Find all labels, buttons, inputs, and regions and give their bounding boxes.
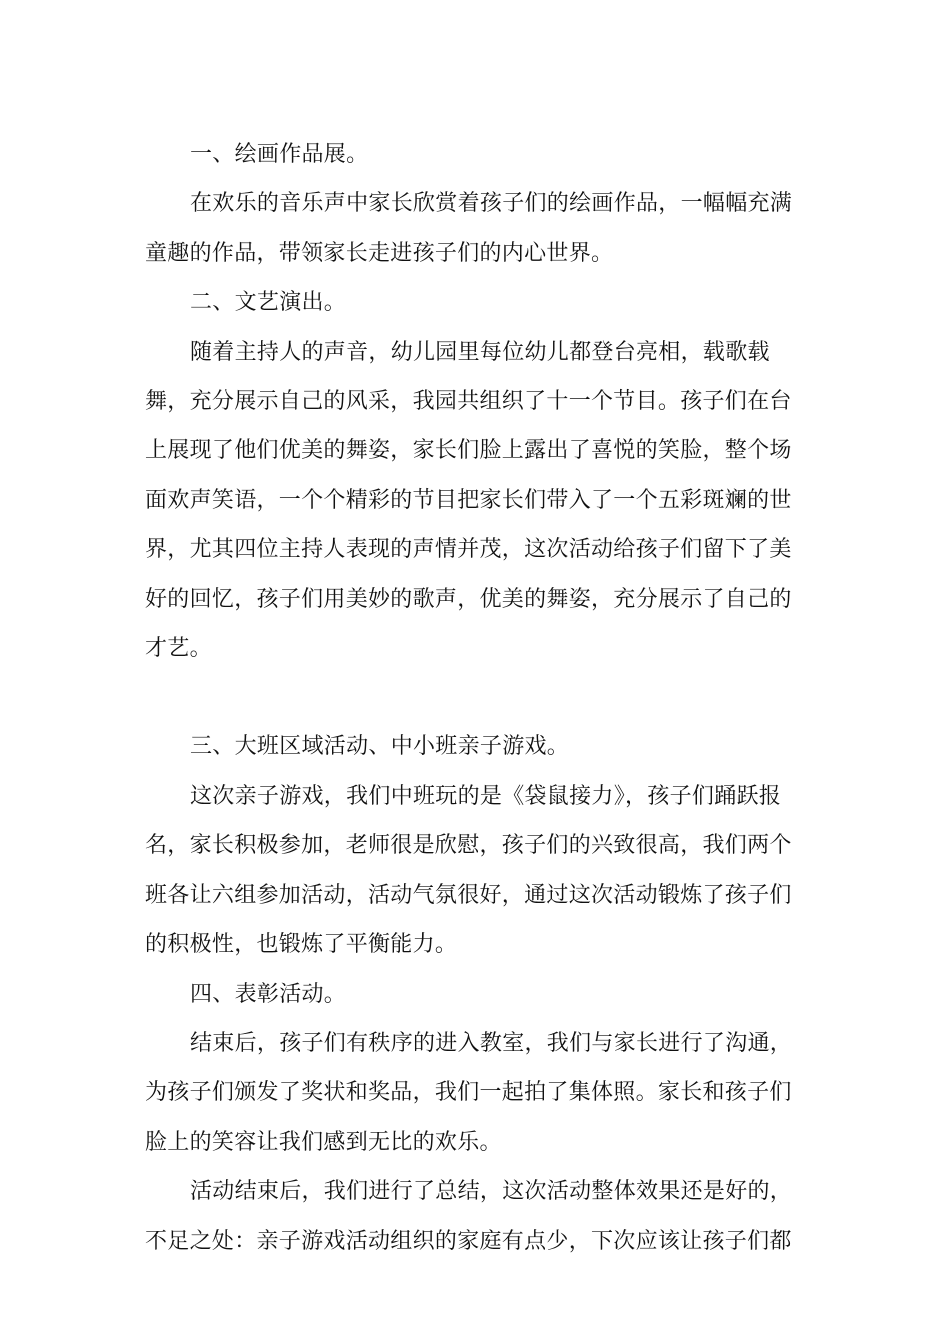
blank-line-spacer (145, 673, 810, 722)
section-paragraph-3-1: 这次亲子游戏，我们中班玩的是《袋鼠接力》，孩子们踊跃报名，家长积极参加，老师很是欣慰，孩子们的兴致很高，我们两个班各让六组参加活动，活动气氛很好，通过这次活动锻炼了孩子们的积极性，也锻炼了平衡能力。 (145, 783, 792, 958)
section-heading-2: 二、文艺演出。 (190, 290, 347, 316)
section-heading-3: 三、大班区域活动、中小班亲子游戏。 (190, 734, 570, 760)
section-paragraph-1-1: 在欢乐的音乐声中家长欣赏着孩子们的绘画作品，一幅幅充满童趣的作品，带领家长走进孩子们的内心世界。 (145, 191, 793, 266)
section-paragraph-4-2: 活动结束后，我们进行了总结，这次活动整体效果还是好的，不足之处：亲子游戏活动组织的家庭有点少，下次应该让孩子们都 (145, 1179, 793, 1254)
section-paragraph-4-1: 结束后，孩子们有秩序的进入教室，我们与家长进行了沟通，为孩子们颁发了奖状和奖品，我们一起拍了集体照。家长和孩子们脸上的笑容让我们感到无比的欢乐。 (145, 1030, 793, 1155)
document-body (145, 130, 810, 1266)
section-heading-4: 四、表彰活动。 (190, 981, 347, 1007)
section-heading-1: 一、绘画作品展。 (190, 142, 369, 167)
section-paragraph-2-1: 随着主持人的声音，幼儿园里每位幼儿都登台亮相，载歌载舞，充分展示自己的风采，我园共组织了十一个节目。孩子们在台上展现了他们优美的舞姿，家长们脸上露出了喜悦的笑脸，整个场面欢声笑语，一个个精彩的节目把家长们带入了一个五彩斑斓的世界，尤其四位主持人表现的声情并茂，这次活动给孩子们留下了美好的回忆，孩子们用美妙的歌声，优美的舞姿，充分展示了自己的才艺。 (145, 339, 792, 662)
